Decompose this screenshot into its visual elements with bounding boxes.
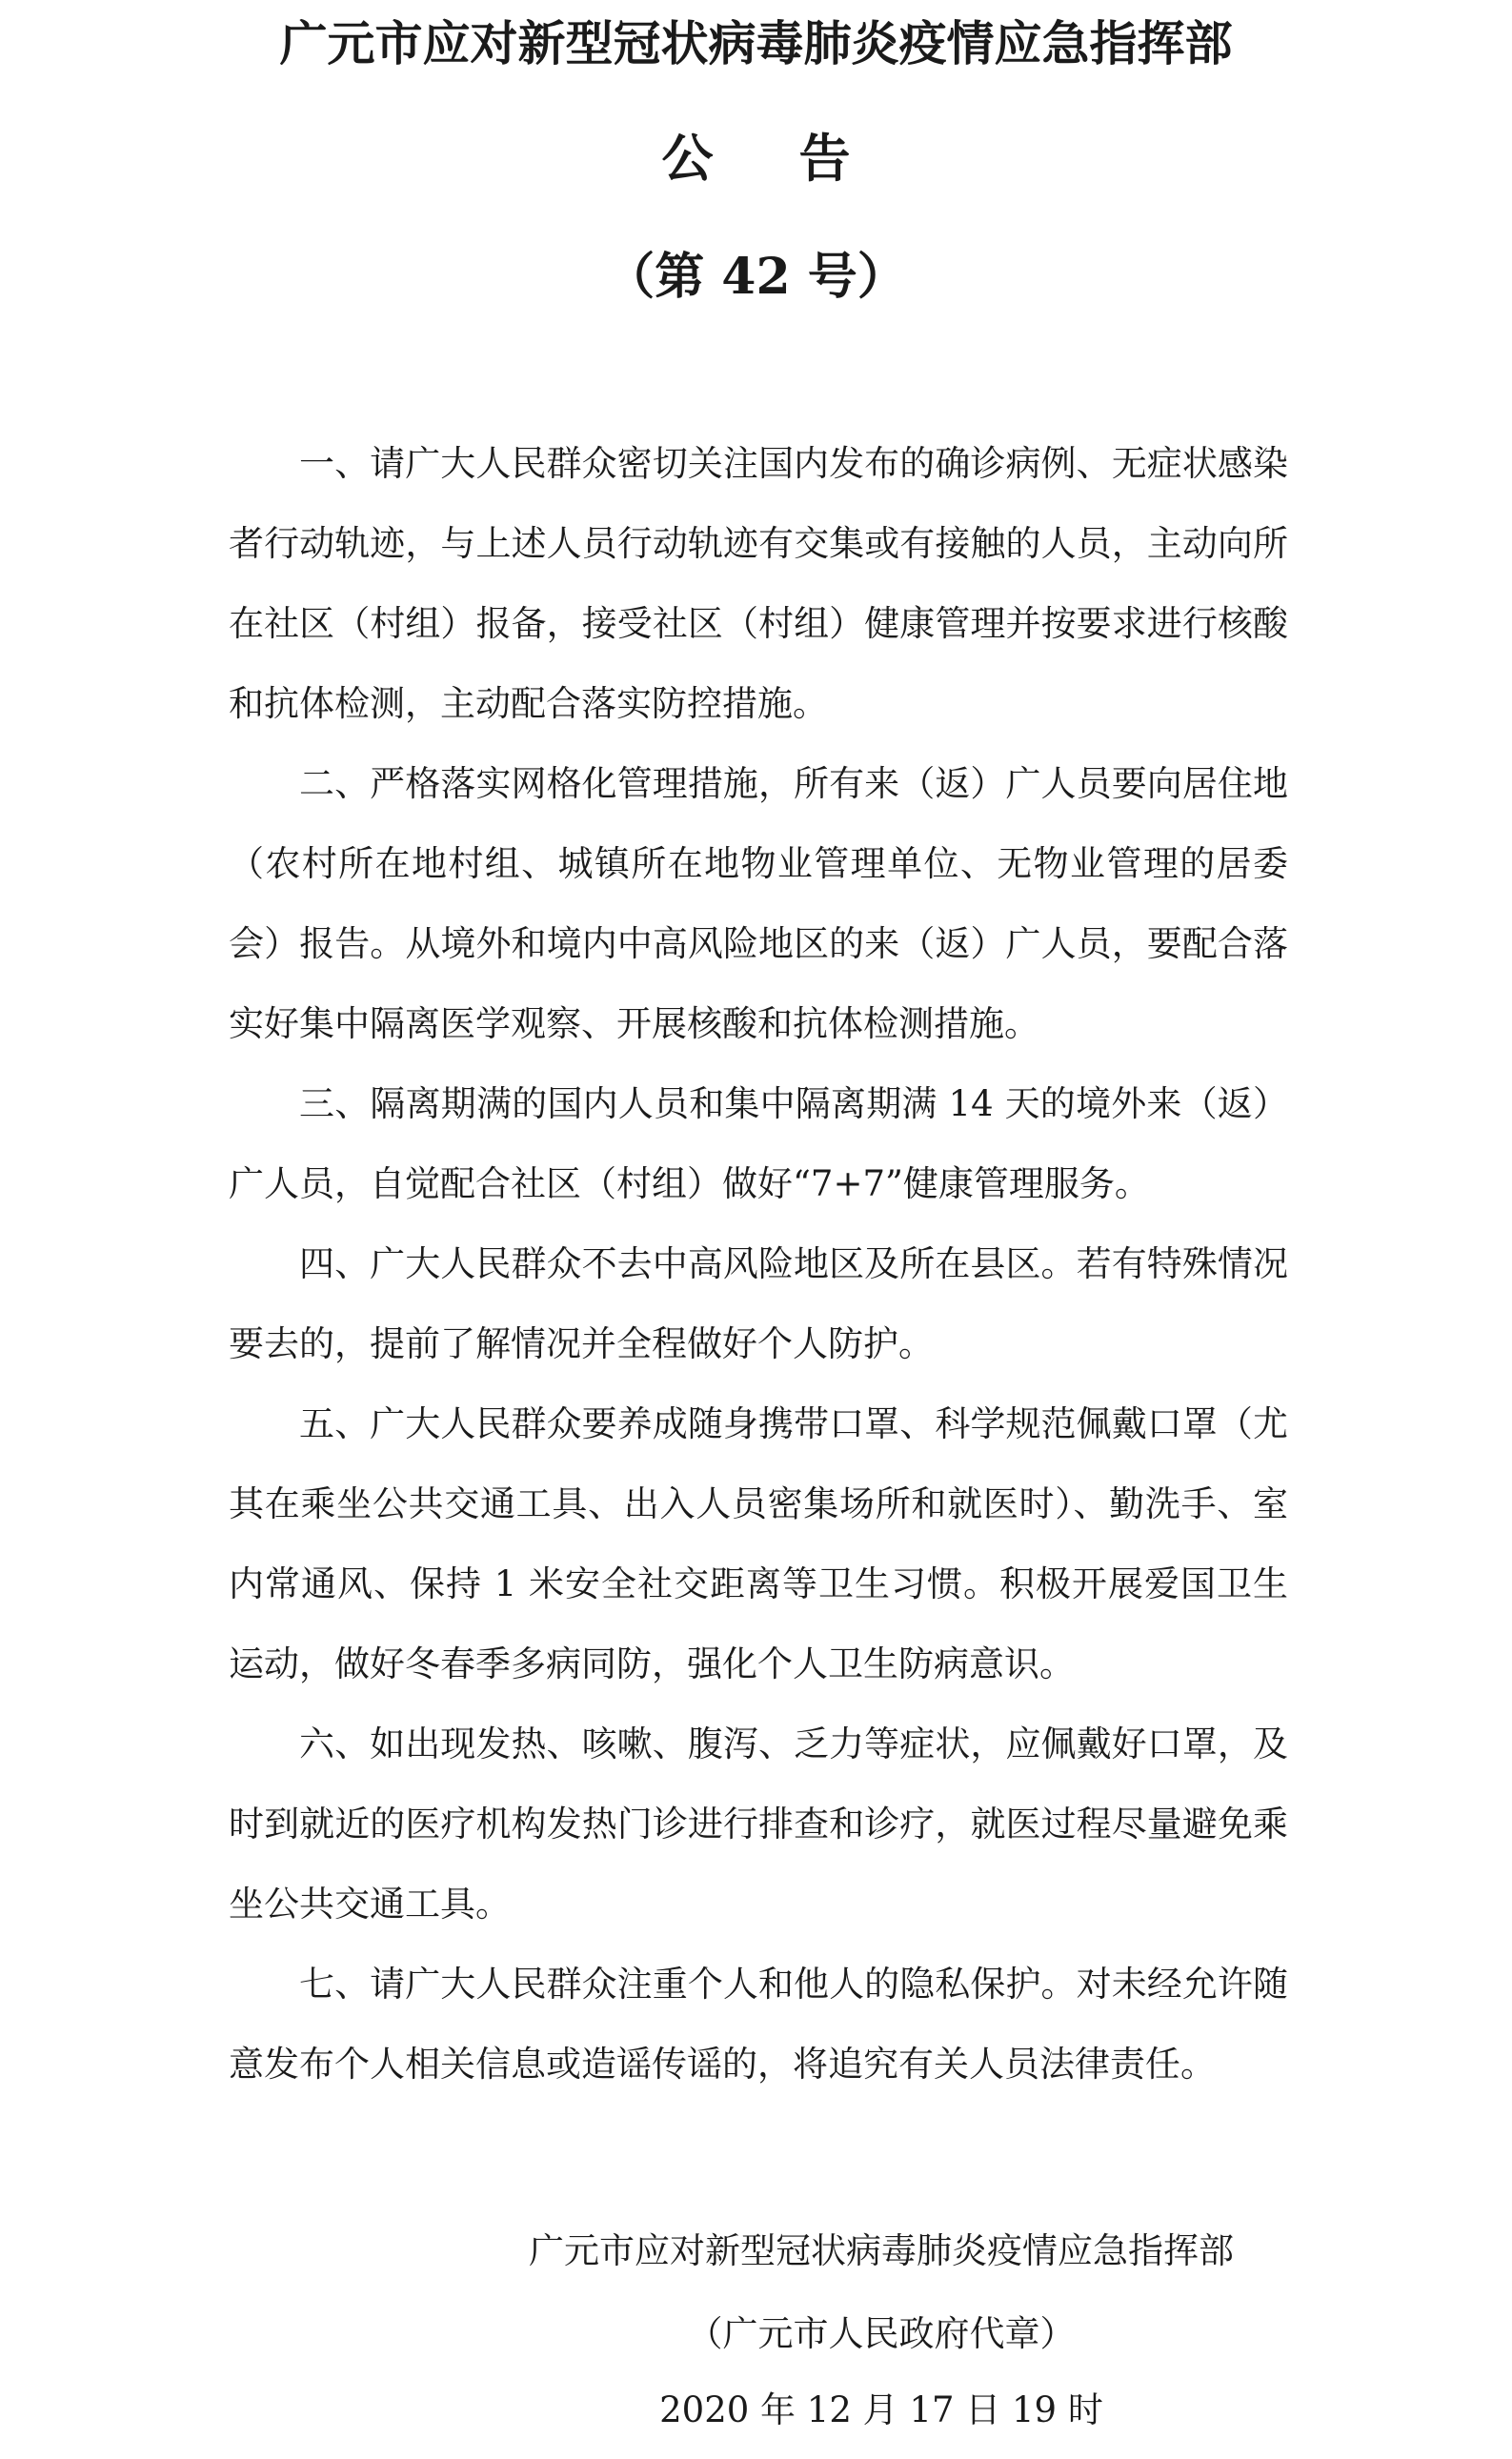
paragraph-6: 六、如出现发热、咳嗽、腹泻、乏力等症状，应佩戴好口罩，及时到就近的医疗机构发热门诊进行排查和诊疗，就医过程尽量避免乘坐公共交通工具。 <box>229 1723 1288 1925</box>
paragraph-2: 二、严格落实网格化管理措施，所有来（返）广人员要向居住地（农村所在地村组、城镇所在地物业管理单位、无物业管理的居委会）报告。从境外和境内中高风险地区的来（返）广人员，要配合落实好集中隔离医学观察、开展核酸和抗体检测措施。 <box>229 763 1288 1044</box>
paragraph-5: 五、广大人民群众要养成随身携带口罩、科学规范佩戴口罩（尤其在乘坐公共交通工具、出入人员密集场所和就医时）、勤洗手、室内常通风、保持 1 米安全社交距离等卫生习惯。积极开展爱国卫生运动，做好冬春季多病同防，强化个人卫生防病意识。 <box>229 1403 1288 1684</box>
document-title: 广元市应对新型冠状病毒肺炎疫情应急指挥部 <box>279 15 1233 71</box>
paragraph-1: 一、请广大人民群众密切关注国内发布的确诊病例、无症状感染者行动轨迹，与上述人员行动轨迹有交集或有接触的人员，主动向所在社区（村组）报备，接受社区（村组）健康管理并按要求进行核酸和抗体检测，主动配合落实防控措施。 <box>229 443 1288 724</box>
signature-seal-note: （广元市人民政府代章） <box>687 2313 1076 2354</box>
document-subtitle <box>0 124 1512 192</box>
paragraph-3: 三、隔离期满的国内人员和集中隔离期满 14 天的境外来（返）广人员，自觉配合社区（村组）做好“7+7”健康管理服务。 <box>229 1083 1288 1204</box>
document-number: （第 42 号） <box>605 248 907 306</box>
document-body <box>229 424 1288 2105</box>
subtitle-char-left: 公 <box>661 128 714 189</box>
signature-date: 2020 年 12 月 17 日 19 时 <box>659 2389 1103 2430</box>
paragraph-4: 四、广大人民群众不去中高风险地区及所在县区。若有特殊情况要去的，提前了解情况并全程做好个人防护。 <box>229 1243 1288 1364</box>
paragraph-7: 七、请广大人民群众注重个人和他人的隐私保护。对未经允许随意发布个人相关信息或造谣传谣的，将追究有关人员法律责任。 <box>229 1964 1288 2085</box>
signature-org: 广元市应对新型冠状病毒肺炎疫情应急指挥部 <box>529 2230 1234 2271</box>
subtitle-char-right: 告 <box>798 128 851 189</box>
